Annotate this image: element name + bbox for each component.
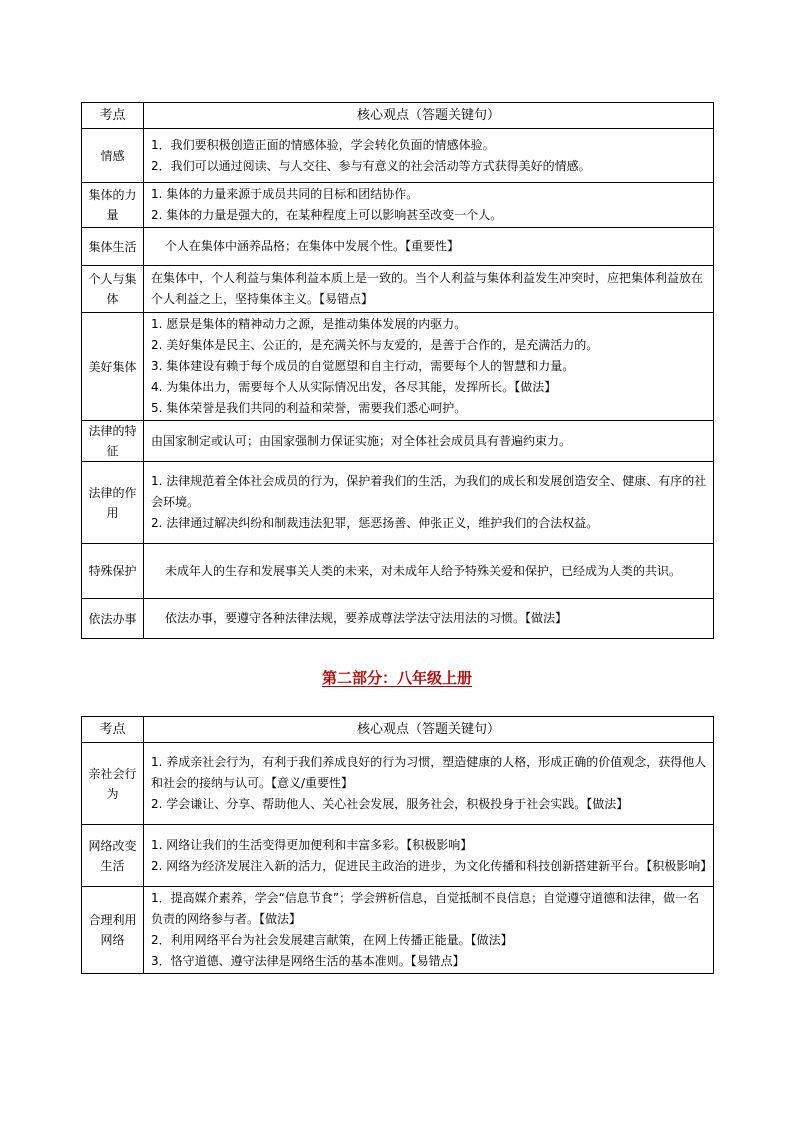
table-row	[82, 266, 714, 313]
content-line: 在集体中，个人利益与集体利益本质上是一致的。当个人利益与集体利益发生冲突时，应把集体利益放在个人利益之上，坚持集体主义。【易错点】	[151, 271, 704, 306]
row-topic: 网络改变生活	[82, 825, 144, 887]
row-content	[144, 421, 714, 462]
header-topic: 考点	[82, 103, 144, 129]
row-content	[144, 462, 714, 544]
content-line: 2. 美好集体是民主、公正的，是充满关怀与友爱的，是善于合作的，是充满活力的。	[151, 338, 599, 352]
content-line: 2. 集体的力量是强大的，在某种程度上可以影响甚至改变一个人。	[151, 208, 503, 222]
content-line: 个人在集体中涵养品格；在集体中发展个性。【重要性】	[165, 239, 460, 253]
section-title: 第二部分：八年级上册	[321, 669, 472, 687]
row-content	[144, 266, 714, 313]
knowledge-table-2	[81, 716, 714, 974]
row-content	[144, 544, 714, 599]
table-row	[82, 599, 714, 639]
row-topic: 个人与集体	[82, 266, 144, 313]
content-line: 1. 愿景是集体的精神动力之源，是推动集体发展的内驱力。	[151, 317, 467, 331]
row-topic: 亲社会行为	[82, 743, 144, 825]
table-row	[82, 129, 714, 183]
table-row	[82, 183, 714, 228]
table-row	[82, 544, 714, 599]
table-row	[82, 743, 714, 825]
content-line: 1. 养成亲社会行为，有利于我们养成良好的行为习惯，塑造健康的人格，形成正确的价值观念，获得他人和社会的接纳与认可。【意义/重要性】	[151, 755, 707, 790]
table-header-row	[82, 717, 714, 743]
row-topic: 合理利用网络	[82, 887, 144, 974]
content-line: 1. 网络让我们的生活变得更加便利和丰富多彩。【积极影响】	[151, 837, 473, 852]
table-row	[82, 462, 714, 544]
content-line: 2. 法律通过解决纠纷和制裁违法犯罪，惩恶扬善、伸张正义，维护我们的合法权益。	[151, 516, 599, 530]
table-row	[82, 313, 714, 421]
table-row	[82, 825, 714, 887]
table-row	[82, 421, 714, 462]
row-content	[144, 599, 714, 639]
table-row	[82, 228, 714, 266]
header-content: 核心观点（答题关键句）	[144, 103, 714, 129]
row-topic: 依法办事	[82, 599, 144, 639]
row-topic: 法律的作用	[82, 462, 144, 544]
row-content	[144, 228, 714, 266]
content-line: 1．提高媒介素养，学会“信息节食”；学会辨析信息，自觉抵制不良信息；自觉遵守道德和法律，做一名负责的网络参与者。【做法】	[151, 891, 700, 926]
row-content	[144, 183, 714, 228]
row-content	[144, 825, 714, 887]
header-topic: 考点	[82, 717, 144, 743]
row-topic: 法律的特征	[82, 421, 144, 462]
content-line: 2．我们可以通过阅读、与人交往、参与有意义的社会活动等方式获得美好的情感。	[151, 158, 591, 173]
content-line: 2. 网络为经济发展注入新的活力，促进民主政治的进步，为文化传播和科技创新搭建新平台。【积极影响】	[151, 858, 713, 873]
row-content	[144, 129, 714, 183]
content-line: 未成年人的生存和发展事关人类的未来，对未成年人给予特殊关爱和保护，已经成为人类的共识。	[165, 563, 682, 578]
table-header-row	[82, 103, 714, 129]
content-line: 1. 集体的力量来源于成员共同的目标和团结协作。	[151, 187, 419, 201]
table-row	[82, 887, 714, 974]
row-topic: 集体的力量	[82, 183, 144, 228]
row-content	[144, 743, 714, 825]
row-topic: 美好集体	[82, 313, 144, 421]
row-topic: 特殊保护	[82, 544, 144, 599]
content-line: 5. 集体荣誉是我们共同的利益和荣誉，需要我们悉心呵护。	[151, 401, 467, 415]
content-line: 1．我们要积极创造正面的情感体验，学会转化负面的情感体验。	[151, 137, 495, 152]
content-line: 依法办事，要遵守各种法律法规，要养成尊法学法守法用法的习惯。【做法】	[165, 611, 568, 625]
content-line: 4. 为集体出力，需要每个人从实际情况出发，各尽其能，发挥所长。【做法】	[151, 380, 557, 394]
row-topic: 情感	[82, 129, 144, 183]
row-content	[144, 313, 714, 421]
content-line: 1. 法律规范着全体社会成员的行为，保护着我们的生活，为我们的成长和发展创造安全、健康、有序的社会环境。	[151, 474, 707, 509]
content-line: 3．恪守道德、遵守法律是网络生活的基本准则。【易错点】	[151, 954, 465, 968]
content-line: 2．利用网络平台为社会发展建言献策，在网上传播正能量。【做法】	[151, 933, 513, 947]
knowledge-table-1	[81, 102, 714, 639]
header-content: 核心观点（答题关键句）	[144, 717, 714, 743]
content-line: 3. 集体建设有赖于每个成员的自觉愿望和自主行动，需要每个人的智慧和力量。	[151, 359, 575, 373]
row-content	[144, 887, 714, 974]
content-line: 由国家制定或认可；由国家强制力保证实施；对全体社会成员具有普遍约束力。	[151, 433, 572, 448]
content-line: 2. 学会谦让、分享、帮助他人、关心社会发展，服务社会，积极投身于社会实践。【做法】	[151, 797, 629, 811]
row-topic: 集体生活	[82, 228, 144, 266]
